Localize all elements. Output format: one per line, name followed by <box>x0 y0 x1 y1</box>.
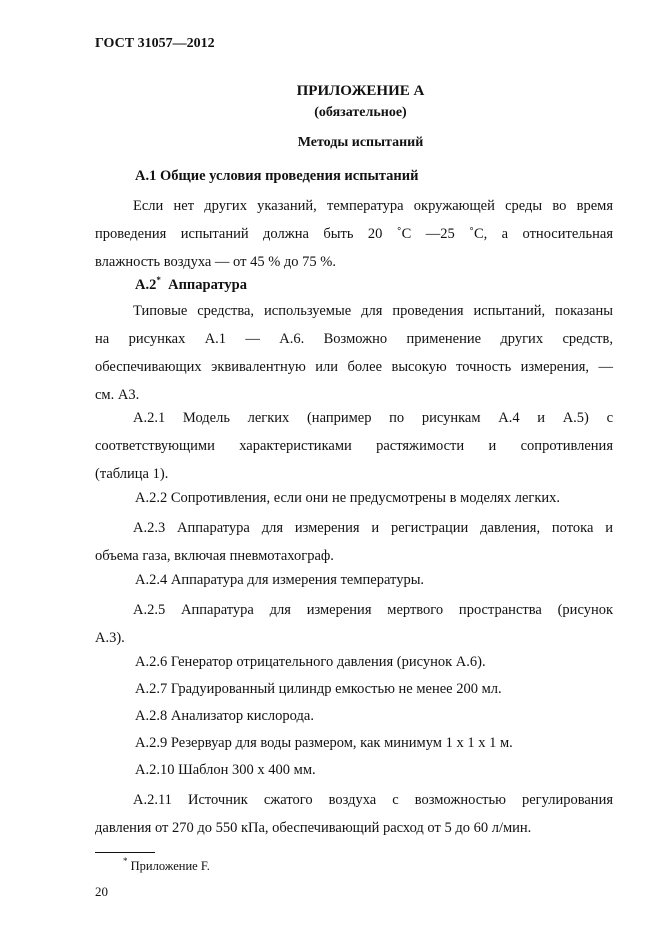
section-a2-heading <box>135 275 247 294</box>
item-a26: А.2.6 Генератор отрицательного давления (рисунок А.6). <box>135 654 486 670</box>
text-line: А.3). <box>95 630 125 646</box>
text-line: А.2.11 Источник сжатого воздуха с возможностью регулирования <box>133 792 613 808</box>
footnote <box>123 856 210 874</box>
text-line: обеспечивающих эквивалентную или более высокую точность измерения, — <box>95 359 613 375</box>
text-line: влажность воздуха — от 45 % до 75 %. <box>95 254 336 270</box>
section-a2-body <box>95 297 613 409</box>
text-line: соответствующими характеристиками растяжимости и сопротивления <box>95 438 613 454</box>
text-line: А.2.1 Модель легких (например по рисункам А.4 и А.5) с <box>133 410 613 426</box>
item-a23 <box>95 514 613 570</box>
page-number: 20 <box>95 884 108 899</box>
item-a29: А.2.9 Резервуар для воды размером, как минимум 1 х 1 х 1 м. <box>135 735 513 751</box>
heading-number: А.2 <box>135 277 157 293</box>
text-line: А.2.5 Аппаратура для измерения мертвого пространства (рисунок <box>133 602 613 618</box>
footnote-divider <box>95 852 155 853</box>
footnote-text: Приложение F. <box>130 859 210 873</box>
footnote-mark: * <box>123 856 128 866</box>
appendix-subtitle: Методы испытаний <box>297 135 424 150</box>
item-a28: А.2.8 Анализатор кислорода. <box>135 708 314 724</box>
footnote-ref: * <box>156 275 161 285</box>
text-line: проведения испытаний должна быть 20 ˚С —25 ˚С, а относительная <box>95 226 613 242</box>
item-a210: А.2.10 Шаблон 300 х 400 мм. <box>135 762 316 778</box>
item-a24: А.2.4 Аппаратура для измерения температуры. <box>135 572 425 588</box>
item-a25 <box>95 596 613 652</box>
heading-text: Аппаратура <box>168 277 247 293</box>
item-a27: А.2.7 Градуированный цилиндр емкостью не менее 200 мл. <box>135 681 502 697</box>
text-line: А.2.3 Аппаратура для измерения и регистрации давления, потока и <box>133 520 613 536</box>
text-line: на рисунках А.1 — А.6. Возможно применение других средств, <box>95 331 613 347</box>
item-a21 <box>95 404 613 488</box>
item-a22: А.2.2 Сопротивления, если они не предусмотрены в моделях легких. <box>135 490 561 506</box>
section-a1-body <box>95 192 613 276</box>
text-line: объема газа, включая пневмотахограф. <box>95 548 334 564</box>
appendix-status: (обязательное) <box>314 105 407 120</box>
item-a211 <box>95 786 613 842</box>
text-line: см. А3. <box>95 387 140 403</box>
text-line: (таблица 1). <box>95 466 169 482</box>
text-line: Типовые средства, используемые для проведения испытаний, показаны <box>133 303 613 319</box>
text-line: Если нет других указаний, температура окружающей среды во время <box>133 198 613 214</box>
section-a1-heading: А.1 Общие условия проведения испытаний <box>135 168 419 184</box>
appendix-title: ПРИЛОЖЕНИЕ А <box>296 83 425 99</box>
standard-header: ГОСТ 31057—2012 <box>95 36 215 51</box>
text-line: давления от 270 до 550 кПа, обеспечивающий расход от 5 до 60 л/мин. <box>95 820 532 836</box>
